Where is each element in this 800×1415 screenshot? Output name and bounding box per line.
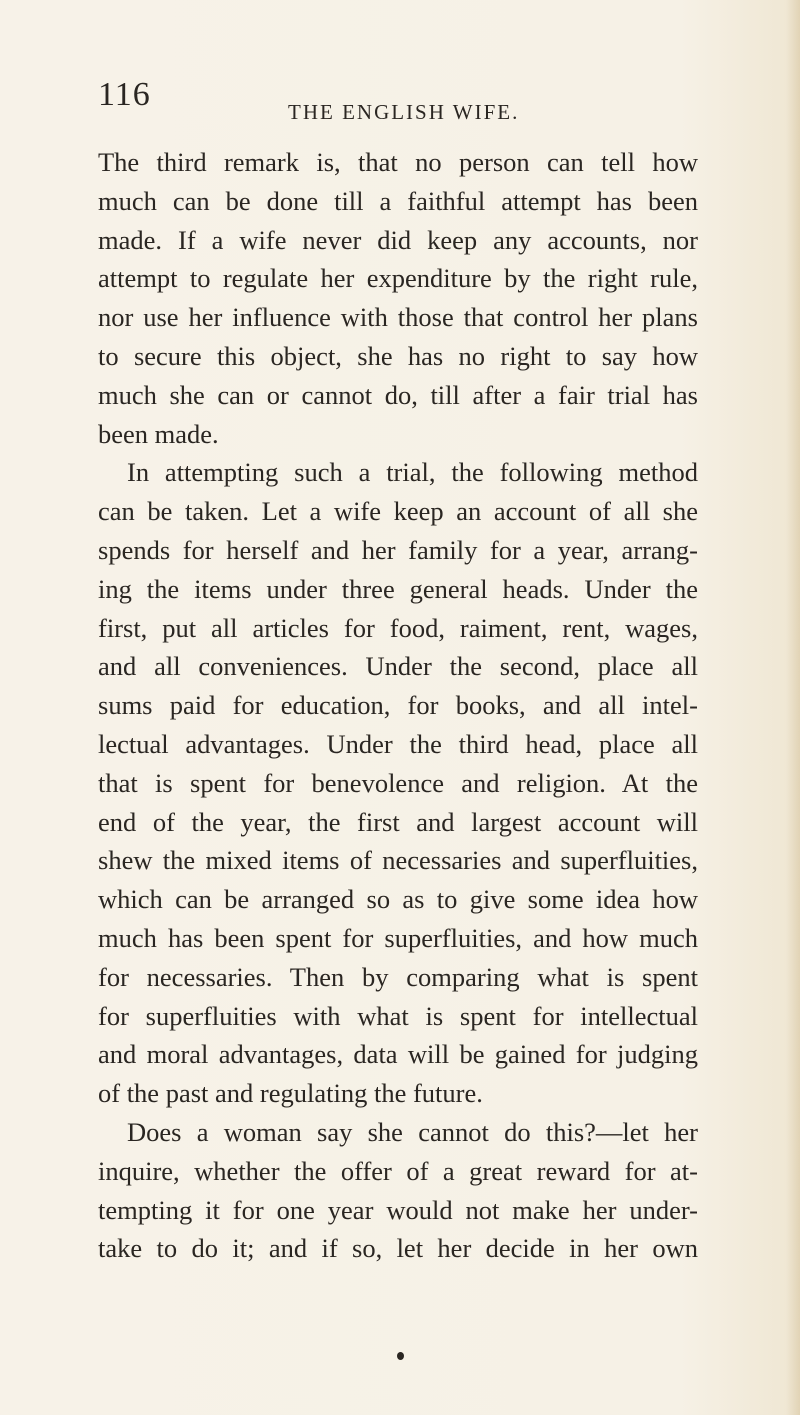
text-line: much has been spent for superfluities, and how much xyxy=(98,922,698,953)
text-line: nor use her influence with those that control her plans xyxy=(98,302,698,333)
text-line: which can be arranged so as to give some idea how xyxy=(98,884,698,915)
text-line: first, put all articles for food, raiment, rent, wages, xyxy=(98,612,698,643)
text-line: lectual advantages. Under the third head, place all xyxy=(98,728,698,759)
text-line: much she can or cannot do, till after a fair trial has xyxy=(98,379,698,410)
page-number: 116 xyxy=(98,76,151,113)
page-header xyxy=(98,76,698,128)
text-line: and moral advantages, data will be gained for judging xyxy=(98,1039,698,1070)
text-line: can be taken. Let a wife keep an account of all she xyxy=(98,496,698,527)
text-line: spends for herself and her family for a year, arrang- xyxy=(98,534,698,565)
text-line: sums paid for education, for books, and all intel- xyxy=(98,690,698,721)
text-line: inquire, whether the offer of a great reward for at- xyxy=(98,1155,698,1186)
text-line: shew the mixed items of necessaries and superfluities, xyxy=(98,845,698,876)
page-edge-shading xyxy=(786,0,800,1415)
text-line: attempt to regulate her expenditure by the right rule, xyxy=(98,263,698,294)
body-text xyxy=(98,143,698,1268)
text-line: for necessaries. Then by comparing what is spent xyxy=(98,961,698,992)
text-line: been made. xyxy=(98,418,219,449)
text-line: much can be done till a faithful attempt has been xyxy=(98,185,698,216)
text-line: take to do it; and if so, let her decide in her own xyxy=(98,1233,698,1264)
text-line: for superfluities with what is spent for intellectual xyxy=(98,1000,698,1031)
text-line: In attempting such a trial, the following method xyxy=(127,457,698,488)
running-title: THE ENGLISH WIFE. xyxy=(288,100,520,124)
text-line: made. If a wife never did keep any accounts, nor xyxy=(98,224,698,255)
text-line: The third remark is, that no person can tell how xyxy=(98,147,698,177)
text-line: end of the year, the first and largest account will xyxy=(98,806,698,837)
text-line: Does a woman say she cannot do this?—let her xyxy=(127,1116,698,1147)
text-line: that is spent for benevolence and religion. At the xyxy=(98,767,698,798)
ink-speck xyxy=(397,1352,404,1360)
text-line: and all conveniences. Under the second, place all xyxy=(98,651,698,682)
text-line: to secure this object, she has no right to say how xyxy=(98,340,698,371)
text-line: ing the items under three general heads. Under the xyxy=(98,573,698,604)
text-line: tempting it for one year would not make her under- xyxy=(98,1194,698,1225)
text-line: of the past and regulating the future. xyxy=(98,1078,483,1109)
